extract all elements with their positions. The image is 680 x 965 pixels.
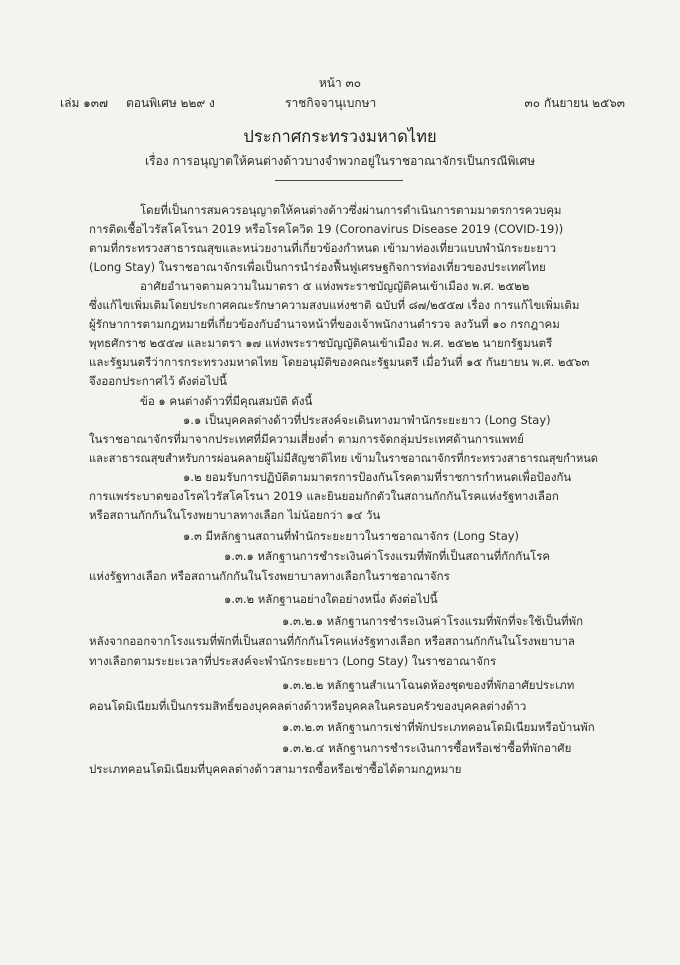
body-line: ๑.๑ เป็นบุคคลต่างด้าวที่ประสงค์จะเดินทางมาพำนักระยะยาว (Long Stay) — [183, 413, 551, 427]
body-line: หลังจากออกจากโรงแรมที่พักที่เป็นสถานที่กักกันโรคแห่งรัฐทางเลือก หรือสถานกักกันในโรงพยาบาล — [89, 634, 575, 648]
body-line: ๑.๓.๑ หลักฐานการชำระเงินค่าโรงแรมที่พักที่เป็นสถานที่กักกันโรค — [224, 549, 551, 563]
body-line: ๑.๓ มีหลักฐานสถานที่พำนักระยะยาวในราชอาณาจักร (Long Stay) — [183, 529, 520, 543]
volume-label: เล่ม ๑๓๗ — [60, 96, 109, 110]
section-label: ตอนพิเศษ ๒๒๙ ง — [126, 96, 215, 110]
gazette-name: ราชกิจจานุเบกษา — [285, 96, 377, 110]
body-line: พุทธศักราช ๒๕๕๗ และมาตรา ๑๗ แห่งพระราชบัญญัติคนเข้าเมือง พ.ศ. ๒๕๒๒ นายกรัฐมนตรี — [89, 336, 553, 350]
body-line: ตามที่กระทรวงสาธารณสุขและหน่วยงานที่เกี่ยวข้องกำหนด เข้ามาท่องเที่ยวแบบพำนักระยะยาว — [89, 241, 557, 255]
page-number: หน้า ๓๐ — [318, 76, 362, 90]
gazette-date: ๓๐ กันยายน ๒๕๖๓ — [524, 96, 625, 110]
body-line: การติดเชื้อไวรัสโคโรนา 2019 หรือโรคโควิด 19 (Coronavirus Disease 2019 (COVID-19)) — [89, 222, 564, 236]
body-line: แห่งรัฐทางเลือก หรือสถานกักกันในโรงพยาบาลทางเลือกในราชอาณาจักร — [89, 569, 450, 583]
body-line: ซึ่งแก้ไขเพิ่มเติมโดยประกาศคณะรักษาความสงบแห่งชาติ ฉบับที่ ๘๗/๒๕๕๗ เรื่อง การแก้ไขเพิ่มเติม — [89, 298, 580, 312]
body-line: ๑.๒ ยอมรับการปฏิบัติตามมาตรการป้องกันโรคตามที่ราชการกำหนดเพื่อป้องกัน — [183, 470, 572, 484]
body-line: ๑.๓.๒ หลักฐานอย่างใดอย่างหนึ่ง ดังต่อไปนี้ — [224, 592, 438, 606]
body-line: การแพร่ระบาดของโรคไวรัสโคโรนา 2019 และยินยอมกักตัวในสถานกักกันโรคแห่งรัฐทางเลือก — [89, 489, 559, 503]
body-line: จึงออกประกาศไว้ ดังต่อไปนี้ — [89, 374, 227, 388]
body-line: ๑.๓.๒.๑ หลักฐานการชำระเงินค่าโรงแรมที่พักที่จะใช้เป็นที่พัก — [282, 614, 584, 628]
body-line: ๑.๓.๒.๔ หลักฐานการชำระเงินการซื้อหรือเช่าซื้อที่พักอาศัย — [282, 741, 572, 755]
gazette-header — [60, 94, 625, 112]
body-line: (Long Stay) ในราชอาณาจักรเพื่อเป็นการนำร่องฟื้นฟูเศรษฐกิจการท่องเที่ยวของประเทศไทย — [89, 260, 546, 274]
body-line: และรัฐมนตรีว่าการกระทรวงมหาดไทย โดยอนุมัติของคณะรัฐมนตรี เมื่อวันที่ ๑๕ กันยายน พ.ศ. ๒๕๖๓ — [89, 355, 590, 369]
body-line: ๑.๓.๒.๓ หลักฐานการเช่าที่พักประเภทคอนโดมิเนียมหรือบ้านพัก — [282, 720, 595, 734]
body-line: ในราชอาณาจักรที่มาจากประเทศที่มีความเสี่ยงต่ำ ตามการจัดกลุ่มประเทศด้านการแพทย์ — [89, 432, 524, 446]
body-line: ผู้รักษาการตามกฎหมายที่เกี่ยวข้องกับอำนาจหน้าที่ของเจ้าพนักงานตำรวจ ลงวันที่ ๑๐ กรกฎาคม — [89, 317, 560, 331]
body-line: หรือสถานกักกันในโรงพยาบาลทางเลือก ไม่น้อยกว่า ๑๔ วัน — [89, 508, 381, 522]
title-divider — [275, 180, 403, 181]
body-line: ๑.๓.๒.๒ หลักฐานสำเนาโฉนดห้องชุดของที่พักอาศัยประเภท — [282, 678, 575, 692]
document-title: ประกาศกระทรวงมหาดไทย — [243, 127, 437, 146]
body-line: และสาธารณสุขสำหรับการผ่อนคลายผู้ไม่มีสัญชาติไทย เข้ามในราชอาณาจักรที่กระทรวงสาธารณสุขกำหนด — [89, 451, 598, 465]
document-subject: เรื่อง การอนุญาตให้คนต่างด้าวบางจำพวกอยู่ในราชอาณาจักรเป็นกรณีพิเศษ — [144, 154, 536, 168]
body-line: คอนโดมิเนียมที่เป็นกรรมสิทธิ์ของบุคคลต่างด้าวหรือบุคคลในครอบครัวของบุคคลต่างด้าว — [89, 699, 527, 713]
body-line: อาศัยอำนาจตามความในมาตรา ๕ แห่งพระราชบัญญัติคนเข้าเมือง พ.ศ. ๒๕๒๒ — [140, 279, 530, 293]
body-line: โดยที่เป็นการสมควรอนุญาตให้คนต่างด้าวซึ่งผ่านการดำเนินการตามมาตรการควบคุม — [140, 203, 562, 217]
body-line: ทางเลือกตามระยะเวลาที่ประสงค์จะพำนักระยะยาว (Long Stay) ในราชอาณาจักร — [89, 654, 497, 668]
body-line: ข้อ ๑ คนต่างด้าวที่มีคุณสมบัติ ดังนี้ — [140, 394, 313, 408]
body-line: ประเภทคอนโดมิเนียมที่บุคคลต่างด้าวสามารถซื้อหรือเช่าซื้อได้ตามกฎหมาย — [89, 762, 462, 776]
